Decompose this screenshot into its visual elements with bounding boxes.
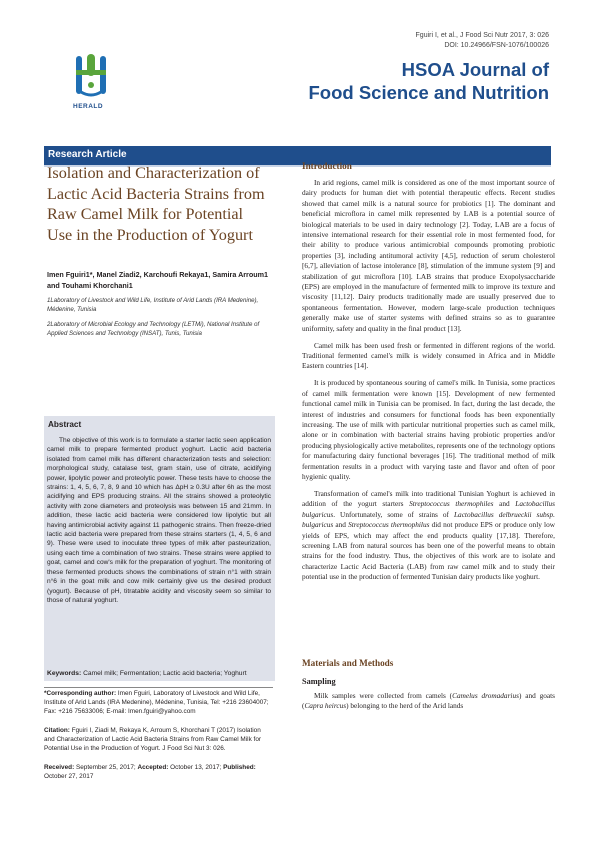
footnote-divider bbox=[44, 687, 273, 688]
dates-note bbox=[44, 764, 273, 782]
journal-title-line1: HSOA Journal of bbox=[401, 59, 549, 80]
methods-body bbox=[302, 691, 555, 718]
article-title: Isolation and Characterization of Lactic Acid Bacteria Strains from Raw Camel Milk for Potential Use in the Production of Yogurt bbox=[47, 164, 265, 244]
correspondence-note bbox=[44, 690, 273, 716]
journal-header bbox=[308, 31, 549, 104]
accepted-label: Accepted: bbox=[137, 764, 169, 771]
affiliation-2: 2Laboratory of Microbial Ecology and Technology (LETMi), National Institute of Applied Sciences and Technology (INSAT), Tunis, Tunisia bbox=[47, 321, 260, 337]
logo-text: HERALD bbox=[73, 103, 104, 110]
introduction-paragraph: Camel milk has been used fresh or fermented in different regions of the world. Traditional fermented camel's milk is widely consumed in Africa and in Middle Eastern countries [14]. bbox=[302, 340, 555, 371]
abstract-heading: Abstract bbox=[48, 420, 82, 429]
citation-line: Fguiri I, et al., J Food Sci Nutr 2017, 3: 026 bbox=[415, 32, 549, 39]
keywords bbox=[47, 670, 271, 677]
correspondence-text: Imen Fguiri, Laboratory of Livestock and Wild Life, Institute of Arid Lands (IRA Medenine), Médenine, Tunisia, Tel: +216 23604007; Fax: +216 75633006; E-mail: Imen.fguiri@yahoo.com bbox=[44, 690, 269, 715]
doi-line[interactable]: DOI: 10.24966/FSN-1076/100026 bbox=[444, 42, 549, 49]
introduction-heading: Introduction bbox=[302, 161, 352, 171]
journal-logo bbox=[68, 52, 118, 114]
keywords-label: Keywords: bbox=[47, 670, 82, 677]
keywords-text: Camel milk; Fermentation; Lactic acid bacteria; Yoghurt bbox=[83, 670, 247, 677]
author-list: Imen Fguiri1*, Manel Ziadi2, Karchoufi Rekaya1, Samira Arroum1 and Touhami Khorchani1 bbox=[47, 270, 269, 290]
received-label: Received: bbox=[44, 764, 75, 771]
methods-heading: Materials and Methods bbox=[302, 658, 394, 668]
abstract-box bbox=[44, 416, 275, 681]
introduction-body bbox=[302, 178, 555, 589]
published-date: October 27, 2017 bbox=[44, 772, 94, 780]
abstract-text: The objective of this work is to formulate a starter lactic seen application camel milk to prepare fermented product yoghurt. Lactic acid bacteria isolated from camel milk has different characterization tests and selection: morphological study, catalase test, gram stain, use of citrate, acidifying power, lipolytic power and proteolytic power. These tests have to choose the strains: 1, 4, 5, 6, 7, 8, 9 and 10 which has ΔpH ≥ 0.3U after 6h as the most acidifying and EPS producing strains. All the strains showed a proteolytic activity with zone diameters and proteolysis was between 15 and 21mm. In addition, these lactic acid bacteria were considered low lipolytic but all having antimicrobial activity against 11 pathogenic strains. Then freeze-dried lactic acid bacteria were prepared from these strains starters (1, 4, 5, 6 and 9). These were used to inoculate three types of milk after pasteurization, using each time a combination of two strains. These strains were applied to goat, camel and cow's milk for the preparation of yoghurt. The monitoring of these fermented products shows the combinations of strain n°1 with strain n°6 in the goat milk and cow milk certainly give us the desired product (yogurt). Because of pH, titratable acidity and viscosity seem so similar to those of natural yoghurt. bbox=[47, 437, 271, 604]
methods-paragraph: Milk samples were collected from camels (Camelus dromadarius) and goats (Capra heircus) belonging to the herd of the Arid lands bbox=[302, 691, 555, 711]
introduction-paragraph: In arid regions, camel milk is considered as one of the most important source of dairy products for human diet with potential therapeutic effects. Recent studies showed that camel milk is a natural source for probiotics [1]. The dominant and beneficial microflora in camel milk represented by LAB is a potential source of biological materials to be used in dairy technology [2]. Today, LAB are a focus of intensive international research for their essential role in most fermented food, for their ability to produce various antimicrobial compounds promoting probiotic properties [3], including antitumoral activity [4,5], reduction of serum cholesterol [6,7], alleviation of lactose intolerance [8], stimulation of the immune system [9] and stabilization of gut microflora [10]. LAB strains that produce Exopolysaccharide (EPS) are employed in the manufacture of fermented milk to improve its texture and viscosity [11,12]. Dairy products traditionally made are usually preserved due to spontaneous fermentation. However, modern large-scale production techniques generally make use of starter systems with defined strains so as to guarantee uniformity, safety and quality in the final product [13]. bbox=[302, 178, 555, 333]
sampling-subheading: Sampling bbox=[302, 677, 336, 686]
citation-text: Fguiri I, Ziadi M, Rekaya K, Arroum S, Khorchani T (2017) Isolation and Characterization of Lactic Acid Bacteria Strains from Raw Camel Milk for Potential Use in the Production of Yogurt. J Food Sci Nut 3: 026. bbox=[44, 727, 262, 752]
citation-label: Citation: bbox=[44, 727, 70, 734]
introduction-paragraph: It is produced by spontaneous souring of camel's milk. In Tunisia, some practices of camel milk fermentation were known [15]. Development of new fermented functional camel milk in Tunisia can be promised. In fact, during the last decade, the interest of industries and consumers for functional foods has been exponentially increasing. The use of milk with particular nutritional properties such as camel milk, alone or in combination with bacterial strains having probiotic properties and/or producing physiologically active metabolites, represents one of the technology options for manufacturing dairy functional beverages [16]. The traditional method of milk fermentation results in a product with varying taste and flavor and often of poor hygienic quality. bbox=[302, 378, 555, 481]
introduction-paragraph: Transformation of camel's milk into traditional Tunisian Yoghurt is achieved in addition of the yogurt starters Streptococcus thermophiles and Lactobacillus bulgaricus. Unfortunately, some of strains of Lactobacillus delbrueckii subsp. bulgaricus and Streptococcus thermophilus did not produce EPS or produce only low yields of EPS, which may affect the end products quality [17,18]. Therefore, screening LAB from natural sources has been one of the powerful means to obtain strains for the food industry. Thus, the objectives of this work are to isolate and characterize Lactic Acid Bacteria (LAB) from raw camel milk and to study their potential use in the production of fermented Tunisian dairy products like yoghurt. bbox=[302, 488, 556, 582]
citation-note bbox=[44, 727, 273, 753]
correspondence-label: *Corresponding author: bbox=[44, 690, 117, 697]
journal-title-line2: Food Science and Nutrition bbox=[308, 82, 549, 103]
published-label: Published: bbox=[223, 764, 256, 771]
received-date: September 25, 2017; bbox=[75, 764, 136, 771]
accepted-date: October 13, 2017; bbox=[170, 764, 222, 771]
article-type-label: Research Article bbox=[48, 149, 127, 160]
affiliation-1: 1Laboratory of Livestock and Wild Life, Institute of Arid Lands (IRA Medenine), Médenine, Tunisia bbox=[47, 297, 259, 313]
